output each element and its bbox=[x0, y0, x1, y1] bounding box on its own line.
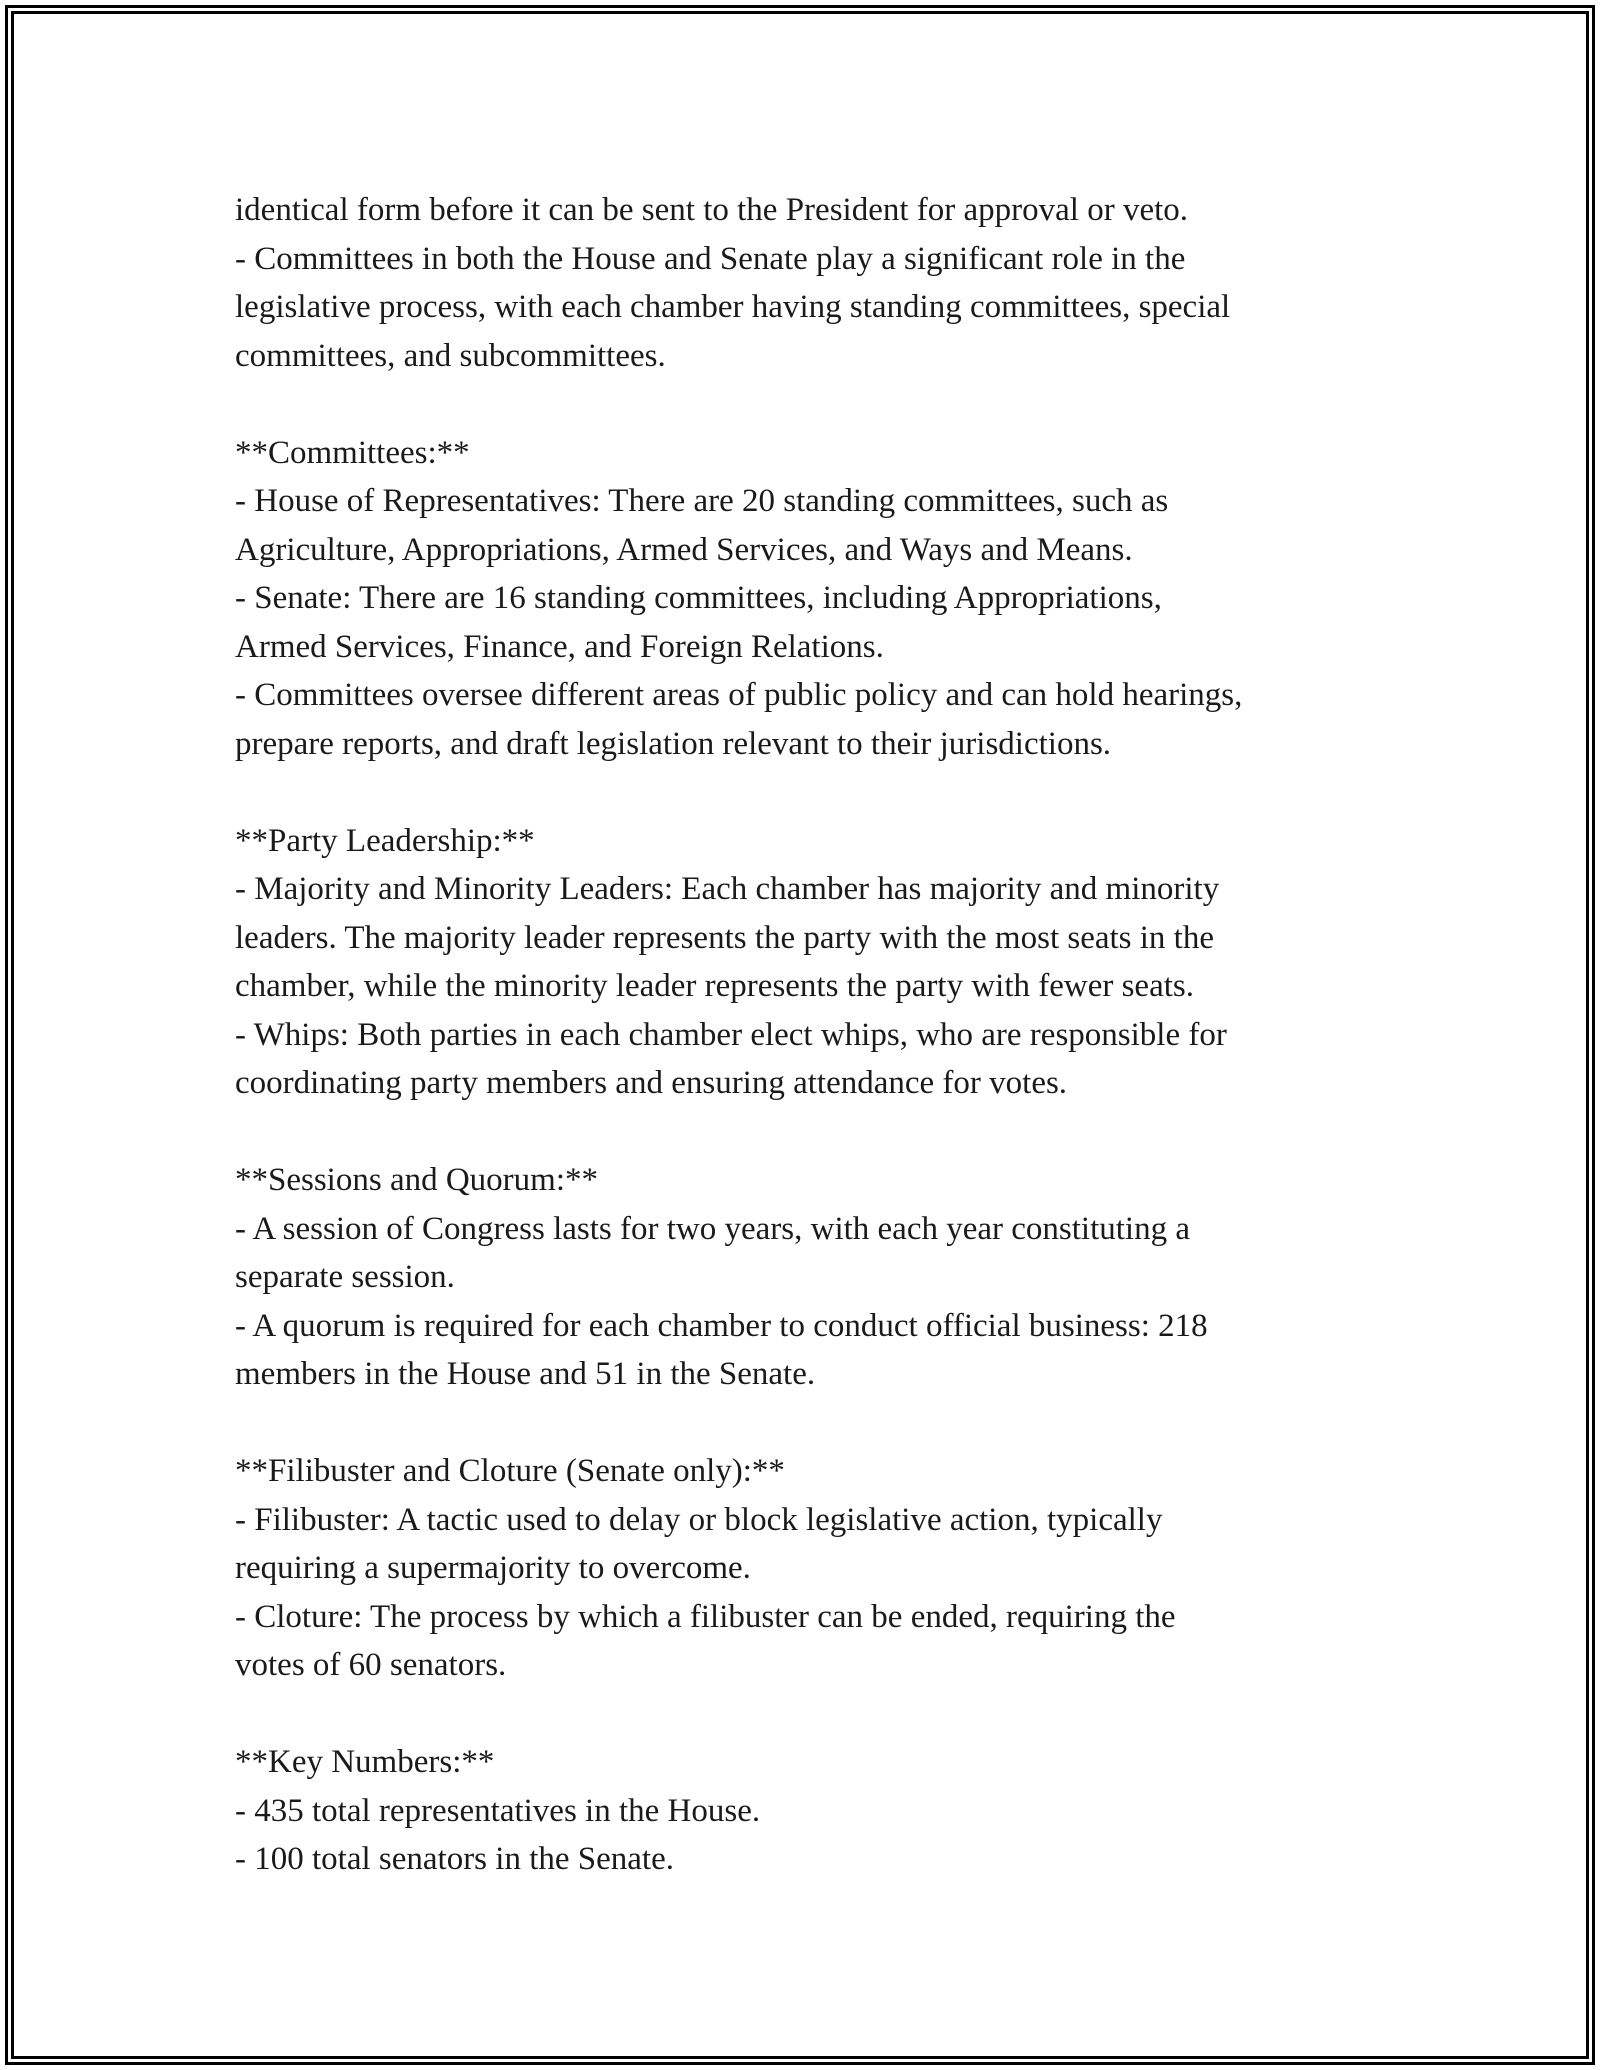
text-line: - A quorum is required for each chamber to conduct official business: 218 bbox=[235, 1307, 1208, 1344]
text-line: - House of Representatives: There are 20 standing committees, such as bbox=[235, 483, 1169, 519]
text-line: legislative process, with each chamber having standing committees, special bbox=[235, 289, 1231, 325]
text-line: identical form before it can be sent to the President for approval or veto. bbox=[235, 192, 1189, 228]
committees-section bbox=[235, 429, 1385, 769]
text-line: Armed Services, Finance, and Foreign Relations. bbox=[235, 628, 884, 665]
text-line: - Cloture: The process by which a filibuster can be ended, requiring the bbox=[235, 1598, 1176, 1635]
party-leadership-section bbox=[235, 817, 1385, 1108]
text-line: separate session. bbox=[235, 1259, 455, 1295]
document-body bbox=[235, 186, 1385, 1884]
section-heading: **Committees:** bbox=[235, 434, 470, 471]
text-line: - 435 total representatives in the House. bbox=[235, 1792, 761, 1829]
section-heading: **Key Numbers:** bbox=[235, 1744, 495, 1780]
intro-section bbox=[235, 186, 1385, 380]
paragraph-gap bbox=[235, 1690, 1385, 1739]
text-line: votes of 60 senators. bbox=[235, 1647, 507, 1683]
text-line: - Committees oversee different areas of public policy and can hold hearings, bbox=[235, 677, 1243, 713]
text-line: coordinating party members and ensuring attendance for votes. bbox=[235, 1065, 1068, 1101]
filibuster-cloture-section bbox=[235, 1447, 1385, 1690]
paragraph-gap bbox=[235, 1399, 1385, 1448]
text-line: requiring a supermajority to overcome. bbox=[235, 1550, 751, 1586]
paragraph-gap bbox=[235, 768, 1385, 817]
text-line: committees, and subcommittees. bbox=[235, 337, 666, 374]
text-line: - Senate: There are 16 standing committees, including Appropriations, bbox=[235, 580, 1162, 616]
text-line: - 100 total senators in the Senate. bbox=[235, 1841, 674, 1877]
text-line: leaders. The majority leader represents the party with the most seats in the bbox=[235, 919, 1214, 956]
text-line: - Committees in both the House and Senate play a significant role in the bbox=[235, 240, 1186, 277]
text-line: members in the House and 51 in the Senate. bbox=[235, 1356, 816, 1392]
paragraph-gap bbox=[235, 1108, 1385, 1157]
key-numbers-section bbox=[235, 1738, 1385, 1884]
text-line: - Filibuster: A tactic used to delay or block legislative action, typically bbox=[235, 1501, 1163, 1538]
section-heading: **Sessions and Quorum:** bbox=[235, 1162, 598, 1198]
text-line: - Majority and Minority Leaders: Each chamber has majority and minority bbox=[235, 871, 1220, 907]
paragraph-gap bbox=[235, 380, 1385, 429]
text-line: prepare reports, and draft legislation relevant to their jurisdictions. bbox=[235, 725, 1112, 762]
text-line: - A session of Congress lasts for two years, with each year constituting a bbox=[235, 1210, 1190, 1247]
section-heading: **Filibuster and Cloture (Senate only):** bbox=[235, 1453, 785, 1489]
section-heading: **Party Leadership:** bbox=[235, 822, 535, 859]
text-line: Agriculture, Appropriations, Armed Services, and Ways and Means. bbox=[235, 531, 1133, 568]
text-line: - Whips: Both parties in each chamber elect whips, who are responsible for bbox=[235, 1016, 1227, 1053]
sessions-quorum-section bbox=[235, 1156, 1385, 1399]
text-line: chamber, while the minority leader represents the party with fewer seats. bbox=[235, 968, 1194, 1004]
